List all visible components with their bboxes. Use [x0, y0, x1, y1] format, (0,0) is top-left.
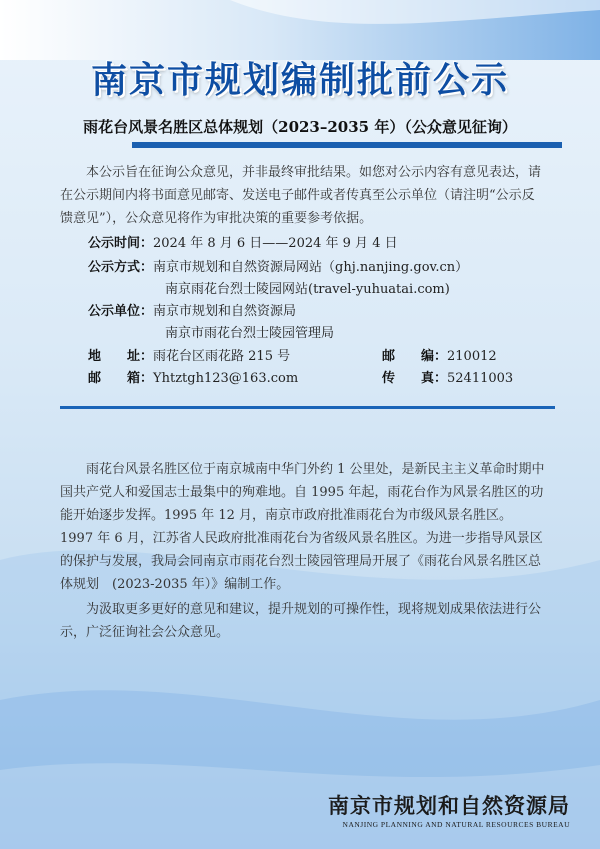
title-divider [132, 142, 562, 148]
address-value: 雨花台区雨花路 215 号 [153, 349, 291, 364]
fax-row [382, 367, 513, 386]
notice-text: 本公示旨在征询公众意见，并非最终审批结果。如您对公示内容有意见表达，请在公示期间内将书面意见邮寄、发送电子邮件或者传真至公示单位（请注明“公示反馈意见”），公众意见将作为审批决策的重要参考依据。 [60, 165, 542, 226]
time-row [88, 232, 398, 251]
unit-row [88, 300, 296, 319]
header-band [0, 0, 600, 60]
unit-line-1: 南京市规划和自然资源局 [153, 304, 297, 319]
unit-label: 公示单位： [88, 304, 154, 319]
postcode-row [382, 345, 497, 364]
method-line-2: 南京雨花台烈士陵园网站(travel-yuhuatai.com) [165, 282, 450, 297]
address-row [88, 345, 290, 364]
body-paragraph-1: 雨花台风景名胜区位于南京城南中华门外约 1 公里处，是新民主主义革命时期中国共产党人和爱国志士最集中的殉难地。自 1995 年起，雨花台作为风景名胜区的功能开始逐步发挥。1995 年 12 月，南京市政府批准雨花台为市级风景名胜区。1997 年 6 月，江苏省人民政府批准雨花台为省级风景名胜区。为进一步指导风景区的保护与发展，我局会同南京市雨花台烈士陵园管理局开展了《雨花台风景名胜区总体规划 (2023-2035 年）》编制工作。 [60, 462, 545, 592]
postcode-value: 210012 [447, 349, 497, 364]
fax-label: 传 真： [382, 371, 448, 386]
organization-name: 南京市规划和自然资源局 [328, 793, 570, 818]
postcode-label: 邮 编： [382, 349, 448, 364]
email-label: 邮 箱： [88, 371, 154, 386]
page-subtitle: 雨花台风景名胜区总体规划（2023–2035 年）（公众意见征询） [83, 118, 517, 136]
page-title: 南京市规划编制批前公示 [90, 60, 509, 101]
unit-line-2: 南京市雨花台烈士陵园管理局 [165, 326, 335, 341]
method-row [88, 256, 468, 275]
time-label: 公示时间： [88, 236, 154, 251]
email-value: Yhtztgh123@163.com [153, 371, 299, 386]
method-label: 公示方式： [88, 260, 154, 275]
time-value: 2024 年 8 月 6 日——2024 年 9 月 4 日 [153, 236, 398, 251]
section-divider [60, 406, 555, 409]
address-label: 地 址： [88, 349, 154, 364]
organization-name-english: NANJING PLANNING AND NATURAL RESOURCES BUREAU [342, 820, 570, 829]
email-row [88, 367, 298, 386]
fax-value: 52411003 [447, 371, 514, 386]
body-paragraph-2: 为汲取更多更好的意见和建议，提升规划的可操作性，现将规划成果依法进行公示，广泛征询社会公众意见。 [60, 602, 542, 640]
method-line-1: 南京市规划和自然资源局网站（ghj.nanjing.gov.cn） [153, 260, 469, 275]
